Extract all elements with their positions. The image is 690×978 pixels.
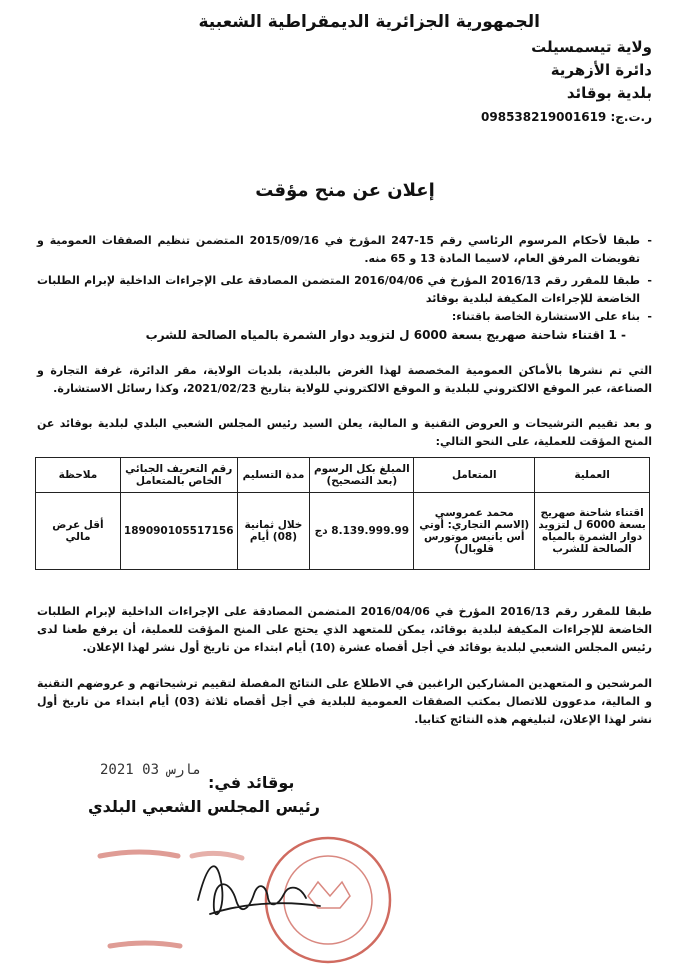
evaluation-paragraph: و بعد تقييم الترشيحات و العروض التقنية و المالية، يعلن السيد رئيس المجلس الشعبي البلدي لبلدية بوقائد عن المنح المؤقت للعملية، على النحو التالي:: [37, 417, 652, 448]
header-operation: العملية: [535, 458, 650, 493]
publication-paragraph: التي تم نشرها بالأماكن العمومية المخصصة لهذا الغرض بالبلدية، بلديات الولاية، مقر الدائرة، غرفة التجارة و الصناعة، عبر الموقع الالكتروني للبلدية و الموقع الالكتروني للولاية بتاريخ 2021/02/23، وكذا رسائل الاستشارة.: [37, 364, 652, 395]
cell-taxid: 189090105517156: [120, 493, 237, 570]
header-contractor: المتعامل: [414, 458, 535, 493]
header-note: ملاحظة: [36, 458, 121, 493]
tax-number: ر.ت.ج: 098538219001619: [481, 110, 652, 124]
cell-contractor: محمد عمروسي (الاسم التجاري: أوتي أس يانيس موتورس قلوبال): [414, 493, 535, 570]
handwritten-signature: [198, 866, 320, 914]
table-row: [36, 493, 650, 570]
republic-heading: الجمهورية الجزائرية الديمقراطية الشعبية: [198, 12, 540, 32]
header-amount: المبلغ بكل الرسوم (بعد التصحيح): [310, 458, 414, 493]
signatory-title: رئيس المجلس الشعبي البلدي: [88, 797, 320, 816]
cell-delay: خلال ثمانية (08) أيام: [237, 493, 310, 570]
daira-name: دائرة الأزهرية: [550, 61, 652, 79]
official-stamps: [80, 818, 410, 978]
header-taxid: رقم التعريف الجبائي الخاص بالمتعامل: [120, 458, 237, 493]
preamble: [37, 232, 652, 344]
rectangular-stamp: [100, 852, 242, 946]
commune-name: بلدية بوقائد: [566, 84, 652, 102]
award-table: [35, 457, 650, 570]
page-title: إعلان عن منح مؤقت: [255, 180, 435, 201]
consultation-object: - 1 اقتناء شاحنة صهريج بسعة 6000 ل لتزويد دوار الشمرة بالمياه الصالحة للشرب: [145, 328, 626, 342]
header-delay: مدة التسليم: [237, 458, 310, 493]
appeal-paragraph: طبقا للمقرر رقم 2016/13 المؤرخ في 2016/04/06 المتضمن المصادقة على الإجراءات الداخلية لإبرام الطلبات الخاضعة للإجراءات المكيفة لبلدية بوقائد، يمكن للمتعهد الذي يحتج على المنح المؤقت للعملية، أن يرفع طعنا لدى رئيس المجلس الشعبي لبلدية بوقائد في أجل أقصاه عشرة (10) أيام ابتداء من تاريخ أول نشر لهذا الإعلان.: [37, 605, 652, 654]
table-header-row: [36, 458, 650, 493]
date-stamp: 2021 مارس 03: [100, 762, 202, 778]
preamble-consultation: - بناء على الاستشارة الخاصة باقتناء:: [37, 308, 652, 326]
preamble-decision: - طبقا للمقرر رقم 2016/13 المؤرخ في 2016/04/06 المتضمن المصادقة على الإجراءات الداخلية لإبرام الطلبات الخاضعة للإجراءات المكيفة لبلدية بوقائد: [37, 272, 652, 308]
wilaya-name: ولاية تيسمسيلت: [531, 38, 652, 56]
signature-place: بوقائد في:: [208, 773, 295, 792]
cell-note: أقل عرض مالي: [36, 493, 121, 570]
cell-amount: 8.139.999.99 دج: [310, 493, 414, 570]
preamble-decree: - طبقا لأحكام المرسوم الرئاسي رقم 15-247 المؤرخ في 2015/09/16 المتضمن تنظيم الصفقات العمومية و تفويضات المرفق العام، لاسيما المادة 13 و 65 منه.: [37, 232, 652, 268]
round-seal-stamp: [266, 838, 390, 962]
cell-operation: اقتناء شاحنة صهريج بسعة 6000 ل لتزويد دوار الشمرة بالمياه الصالحة للشرب: [535, 493, 650, 570]
invitation-paragraph: المرشحين و المتعهدين المشاركين الراغبين في الاطلاع على النتائج المفصلة لتقييم ترشيحاتهم و عروضهم التقنية و المالية، مدعوون للاتصال بمكتب الصفقات العمومية للبلدية في أجل أقصاه ثلاثة (03) أيام ابتداء من تاريخ أول نشر لهذا الإعلان، لتبليغهم هذه النتائج كتابيا.: [37, 677, 652, 726]
